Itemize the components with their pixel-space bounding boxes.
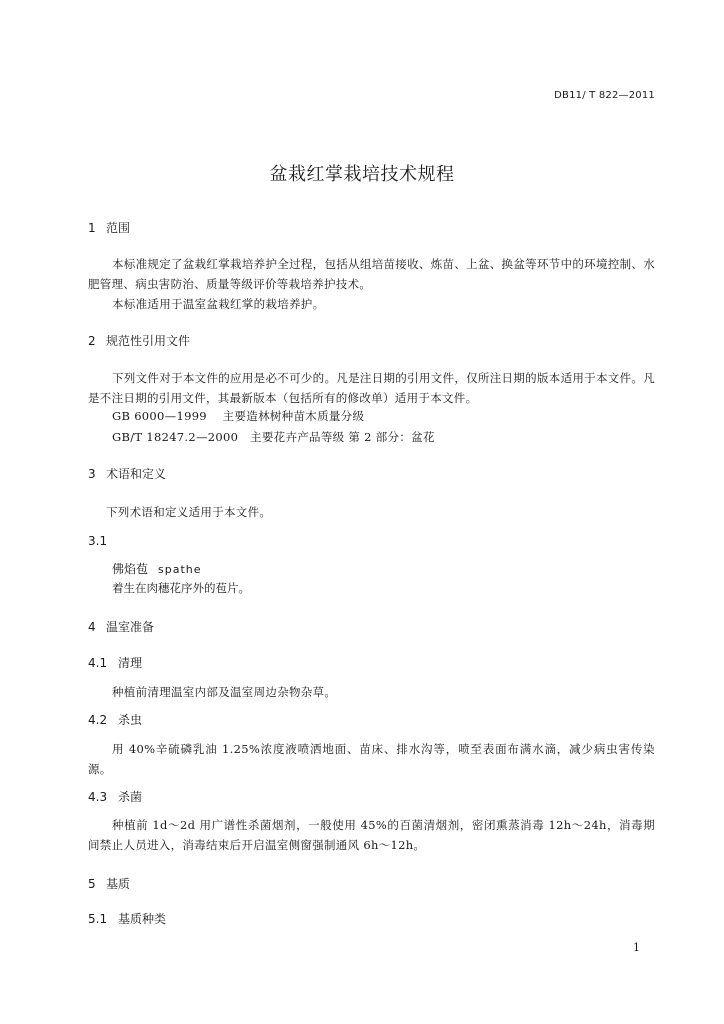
section-title: 基质	[106, 877, 131, 891]
subsection-number: 4.2	[88, 713, 108, 727]
section-1-heading	[88, 219, 655, 237]
subsection-title: 基质种类	[118, 912, 167, 926]
section-title: 规范性引用文件	[106, 334, 191, 348]
section-1-paragraph-1: 本标准规定了盆栽红掌栽培养护全过程，包括从组培苗接收、炼苗、上盆、换盆等环节中的环境控制、水肥管理、病虫害防治、质量等级评价等栽培养护技术。	[88, 257, 655, 291]
section-number: 3	[88, 467, 96, 481]
section-number: 2	[88, 334, 96, 348]
section-4-3-paragraph: 种植前 1d～2d 用广谱性杀菌烟剂，一般使用 45%的百菌清烟剂，密闭熏蒸消毒 12h～24h，消毒期间禁止人员进入，消毒结束后开启温室侧窗强制通风 6h～12h。	[88, 818, 655, 852]
section-4-2-heading	[88, 711, 655, 729]
section-2-paragraph-1: 下列文件对于本文件的应用是必不可少的。凡是注日期的引用文件，仅所注日期的版本适用于本文件。凡是不注日期的引用文件，其最新版本（包括所有的修改单）适用于本文件。	[88, 371, 655, 405]
term-name: 佛焰苞	[112, 562, 149, 576]
section-5-heading	[88, 875, 655, 893]
section-4-2-paragraph: 用 40%辛硫磷乳油 1.25%浓度液喷洒地面、苗床、排水沟等，喷至表面布满水滴，减少病虫害传染源。	[88, 742, 655, 776]
section-number: 1	[88, 221, 96, 235]
term-3-1-definition: 着生在肉穗花序外的苞片。	[112, 581, 250, 595]
subsection-number: 4.1	[88, 656, 108, 670]
normative-reference-1: GB 6000—1999 主要造林树种苗木质量分级	[112, 409, 365, 423]
section-title: 范围	[106, 221, 131, 235]
section-1-paragraph-2: 本标准适用于温室盆栽红掌的栽培养护。	[112, 297, 325, 311]
document-title: 盆栽红掌栽培技术规程	[269, 164, 455, 185]
subsection-title: 清理	[118, 656, 143, 670]
section-4-1-heading	[88, 654, 655, 672]
subsection-title: 杀虫	[118, 713, 143, 727]
subsection-number: 4.3	[88, 790, 108, 804]
section-title: 温室准备	[106, 620, 155, 634]
section-4-3-heading	[88, 788, 655, 806]
term-3-1-number: 3.1	[88, 534, 108, 548]
term-3-1-line	[88, 559, 679, 580]
section-number: 5	[88, 877, 96, 891]
section-number: 4	[88, 620, 96, 634]
term-name-english: spathe	[158, 563, 202, 576]
subsection-number: 5.1	[88, 912, 108, 926]
page-number: 1	[633, 941, 640, 954]
section-3-heading	[88, 465, 655, 483]
section-4-1-paragraph: 种植前清理温室内部及温室周边杂物杂草。	[112, 685, 337, 699]
section-3-paragraph-1: 下列术语和定义适用于本文件。	[106, 505, 272, 519]
standard-code: DB11/ T 822—2011	[554, 90, 655, 101]
section-2-heading	[88, 332, 655, 350]
normative-reference-2: GB/T 18247.2—2000 主要花卉产品等级 第 2 部分：盆花	[112, 430, 435, 444]
section-4-heading	[88, 618, 655, 636]
section-5-1-heading	[88, 910, 655, 928]
section-title: 术语和定义	[106, 467, 167, 481]
subsection-title: 杀菌	[118, 790, 143, 804]
